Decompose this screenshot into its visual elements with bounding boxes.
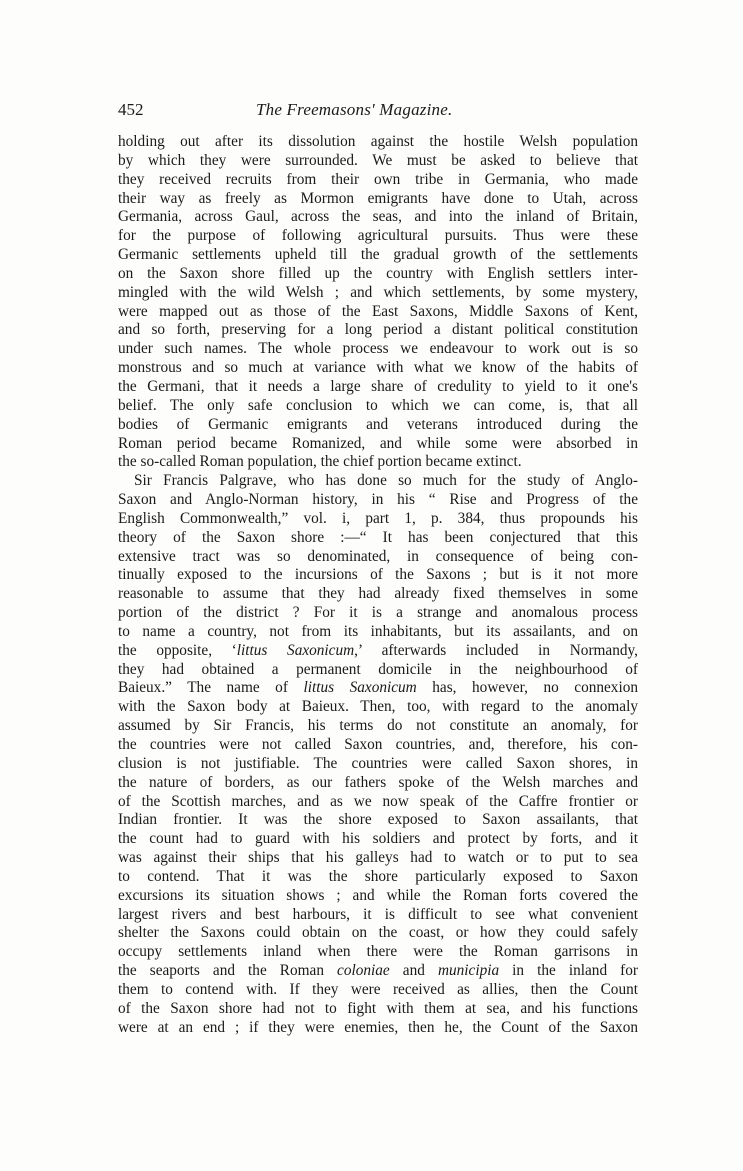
text-line: mingled with the wild Welsh ; and which settlements, by some mystery, bbox=[118, 283, 638, 301]
text-line: and so forth, preserving for a long period a distant political constitution bbox=[118, 321, 638, 339]
text-line: bodies of Germanic emigrants and veterans introduced during the bbox=[118, 415, 638, 433]
text-line: they received recruits from their own tribe in Germania, who made bbox=[118, 170, 638, 188]
text-line: monstrous and so much at variance with what we know of the habits of bbox=[118, 359, 638, 377]
text-line: of the Saxon shore had not to fight with them at sea, and his functions bbox=[118, 999, 638, 1017]
text-line: were mapped out as those of the East Saxons, Middle Saxons of Kent, bbox=[118, 302, 638, 320]
text-line: the count had to guard with his soldiers and protect by forts, and it bbox=[118, 830, 638, 848]
text-line: portion of the district ? For it is a strange and anomalous process bbox=[118, 604, 638, 622]
text-line: were at an end ; if they were enemies, then he, the Count of the Saxon bbox=[118, 1018, 638, 1036]
text-line: theory of the Saxon shore :—“ It has been conjectured that this bbox=[118, 528, 638, 546]
journal-title: The Freemasons' Magazine. bbox=[256, 100, 453, 119]
text-line: assumed by Sir Francis, his terms do not constitute an anomaly, for bbox=[118, 717, 638, 735]
text-line: under such names. The whole process we endeavour to work out is so bbox=[118, 340, 638, 358]
text-line: on the Saxon shore filled up the country with English settlers inter- bbox=[118, 264, 638, 282]
body-text bbox=[118, 133, 638, 1038]
text-line: English Commonwealth,” vol. i, part 1, p. 384, thus propounds his bbox=[118, 509, 638, 527]
text-line: occupy settlements inland when there were the Roman garrisons in bbox=[118, 943, 638, 961]
text-line: them to contend with. If they were received as allies, then the Count bbox=[118, 980, 638, 998]
text-line: excursions its situation shows ; and while the Roman forts covered the bbox=[118, 886, 638, 904]
text-line: reasonable to assume that they had already fixed themselves in some bbox=[118, 585, 638, 603]
text-line: Germanic settlements upheld till the gradual growth of the settlements bbox=[118, 246, 638, 264]
text-line: Roman period became Romanized, and while some were absorbed in bbox=[118, 434, 638, 452]
text-line: shelter the Saxons could obtain on the coast, or how they could safely bbox=[118, 924, 638, 942]
text-line: the seaports and the Roman coloniae and municipia in the inland for bbox=[118, 962, 638, 980]
text-line: to name a country, not from its inhabitants, but its assailants, and on bbox=[118, 622, 638, 640]
text-line: belief. The only safe conclusion to which we can come, is, that all bbox=[118, 396, 638, 414]
text-line: Sir Francis Palgrave, who has done so much for the study of Anglo- bbox=[134, 472, 638, 490]
text-line: holding out after its dissolution against the hostile Welsh population bbox=[118, 133, 638, 150]
text-line: to contend. That it was the shore particularly exposed to Saxon bbox=[118, 867, 638, 885]
text-line: tinually exposed to the incursions of the Saxons ; but is it not more bbox=[118, 566, 638, 584]
text-line: the nature of borders, as our fathers spoke of the Welsh marches and bbox=[118, 773, 638, 791]
text-line: was against their ships that his galleys had to watch or to put to sea bbox=[118, 849, 638, 867]
text-line: Germania, across Gaul, across the seas, and into the inland of Britain, bbox=[118, 208, 638, 226]
text-line: for the purpose of following agricultural pursuits. Thus were these bbox=[118, 227, 638, 245]
text-line: by which they were surrounded. We must be asked to believe that bbox=[118, 151, 638, 169]
text-line: the opposite, ‘littus Saxonicum,’ afterwards included in Normandy, bbox=[118, 641, 638, 659]
text-line: Indian frontier. It was the shore exposed to Saxon assailants, that bbox=[118, 811, 638, 829]
text-line: with the Saxon body at Baieux. Then, too, with regard to the anomaly bbox=[118, 698, 638, 716]
text-line: their way as freely as Mormon emigrants have done to Utah, across bbox=[118, 189, 638, 207]
text-line: largest rivers and best harbours, it is difficult to see what convenient bbox=[118, 905, 638, 923]
running-head bbox=[118, 100, 638, 126]
page-number: 452 bbox=[118, 100, 144, 119]
text-line: extensive tract was so denominated, in consequence of being con- bbox=[118, 547, 638, 565]
text-line: they had obtained a permanent domicile in the neighbourhood of bbox=[118, 660, 638, 678]
text-line: clusion is not justifiable. The countries were called Saxon shores, in bbox=[118, 754, 638, 772]
text-line: of the Scottish marches, and as we now speak of the Caffre frontier or bbox=[118, 792, 638, 810]
text-line: the so-called Roman population, the chief portion became extinct. bbox=[118, 453, 522, 471]
text-line: Baieux.” The name of littus Saxonicum has, however, no connexion bbox=[118, 679, 638, 697]
text-line: the Germani, that it needs a large share of credulity to yield to it one's bbox=[118, 377, 638, 395]
text-line: the countries were not called Saxon countries, and, therefore, his con- bbox=[118, 736, 638, 753]
text-line: Saxon and Anglo-Norman history, in his “ Rise and Progress of the bbox=[118, 491, 638, 509]
